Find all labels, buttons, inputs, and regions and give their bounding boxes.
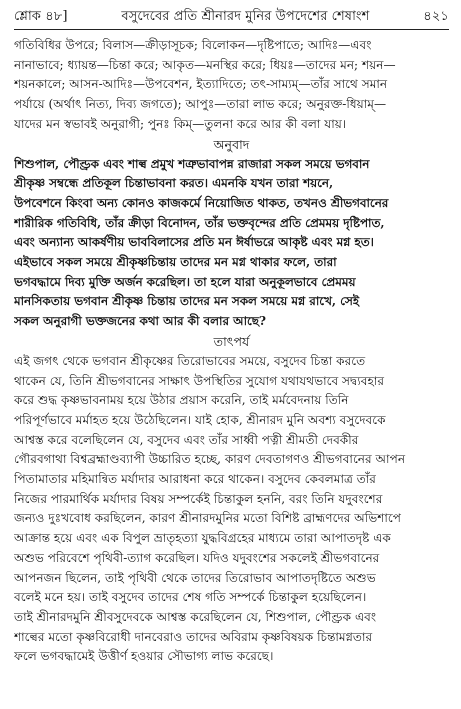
translation-line: উপবেশনে কিংবা অন্য কোনও কাজকর্মে নিয়োজিত থাকত, তখনও শ্রীভগবানের	[14, 195, 389, 210]
purport-line: এই জগৎ থেকে ভগবান শ্রীকৃষ্ণের তিরোভাবের সময়ে, বসুদেব চিন্তা করতে	[14, 353, 366, 368]
translation-line: ভগবদ্ধামে দিব্য মুক্তি অর্জন করেছিল। তা হলে যারা অনুকূলভাবে প্রেমময়	[14, 274, 356, 289]
purport-heading: তাৎপর্য	[213, 333, 250, 349]
purport-section	[14, 352, 449, 667]
translation-line: শ্রীকৃষ্ণ সম্বন্ধে প্রতিকূল চিন্তাভাবনা করত। এমনকি যখন তারা শয়নে,	[14, 176, 334, 191]
purport-line: করে শুদ্ধ কৃষ্ণভাবনাময় হয়ে উঠার প্রয়াস করেনি, তাই মর্মবেদনায় তিনি	[14, 393, 349, 408]
purport-line: গৌরবগাথা বিশ্বব্রহ্মাণ্ডব্যাপী উচ্চারিত হচ্ছে, কারণ দেবতাগণও শ্রীভগবানের আপন	[14, 452, 406, 467]
purport-line: নিজের পারমার্থিক মর্যাদার বিষয় সম্পর্কেই চিন্তাকুল হননি, বরং তিনি যদুবংশের	[14, 491, 383, 506]
purport-line: পরিপূর্ণভাবে মর্মাহত হয়ে উঠেছিলেন। যাই হোক, শ্রীনারদ মুনি অবশ্য বসুদেবকে	[14, 412, 386, 427]
synonyms-line: গতিবিধির উপরে; বিলাস—ক্রীড়াসূচক; বিলোকন—দৃষ্টিপাতে; আদিঃ—এবং	[14, 38, 372, 52]
synonyms-line: শয়নকালে; আসন-আদিঃ—উপবেশন, ইত্যাদিতে; তৎ-সাম্যম্—তাঁর সাথে সমান	[14, 77, 388, 92]
purport-line: বলেই মনে হয়। তাই বসুদেব তাদের শেষ গতি সম্পর্কে চিন্তাকুল হয়েছিলেন।	[14, 590, 367, 605]
chapter-title: বসুদেবের প্রতি শ্রীনারদ মুনির উপদেশের শেষাংশ	[121, 9, 370, 24]
purport-line: জন্যও দুঃখবোধ করছিলেন, কারণ শ্রীনারদমুনির মতো বিশিষ্ট ব্রাহ্মণদের অভিশাপে	[14, 511, 401, 526]
purport-line: আশ্বস্ত করে বলেছিলেন যে, বসুদেব এবং তাঁর সাধ্বী পত্নী শ্রীমতী দেবকীর	[14, 432, 359, 447]
purport-line: ফলে ভগবদ্ধামেই উত্তীর্ণ হওয়ার সৌভাগ্য লাভ করেছে।	[14, 649, 274, 664]
purport-line: পিতামাতার মহিমান্বিত মর্যাদার আরাধনা করে থাকেন। বসুদেব কেবলমাত্র তাঁর	[14, 472, 376, 487]
running-header	[14, 8, 449, 26]
synonyms-line: নানাভাবে; ধ্যায়ন্ত—চিন্তা করে; আকৃত—মনস্থির করে; ধিয়ঃ—তাদের মন; শয়ন—	[14, 57, 396, 72]
purport-line: অশুভ পরিবেশে পৃথিবী-ত্যাগ করেছিল। যদিও যদুবংশের সকলেই শ্রীভগবানের	[14, 550, 380, 565]
purport-line: তাই শ্রীনারদমুনি শ্রীবসুদেবকে আশ্বস্ত করেছিলেন যে, শিশুপাল, পৌণ্ড্রক এবং	[14, 609, 377, 624]
translation-line: সকল অনুরাগী ভক্তজনের কথা আর কী বলার আছে?	[14, 314, 266, 329]
verse-reference: শ্লোক ৪৮]	[14, 9, 68, 24]
translation-section	[14, 155, 449, 332]
synonyms-line: পর্যায়ে (অর্থাৎ নিত্য, দিব্য জগতে); আপুঃ—তারা লাভ করে; অনুরক্ত-ধিয়াম্—	[14, 97, 387, 112]
translation-line: শারীরিক গতিবিধি, তাঁর ক্রীড়া বিনোদন, তাঁর ভক্তবৃন্দের প্রতি প্রেমময় দৃষ্টিপাত,	[14, 215, 385, 230]
purport-line: আক্রান্ত হয়ে এবং এক বিপুল ভ্রাতৃহত্যা যুদ্ধবিগ্রহের মাধ্যমে তারা আপাতদৃষ্ট এক	[14, 531, 391, 546]
translation-line: শিশুপাল, পৌণ্ড্রক এবং শাল্ব প্রমুখ শত্রুভাবাপন্ন রাজারা সকল সময়ে ভগবান	[14, 156, 370, 171]
synonyms-line: যাদের মন স্বভাবই অনুরাগী; পুনঃ কিম্—তুলনা করে আর কী বলা যায়।	[14, 116, 347, 131]
header-divider	[14, 29, 449, 30]
purport-line: আপনজন ছিলেন, তাই পৃথিবী থেকে তাদের তিরোভাব আপাতদৃষ্টিতে অশুভ	[14, 570, 376, 585]
purport-line: শাল্বের মতো কৃষ্ণবিরোধী দানবেরাও তাদের অবিরাম কৃষ্ণবিষয়ক চিন্তামগ্নতার	[14, 629, 373, 644]
translation-line: এবং অন্যান্য আকর্ষণীয় ভাববিলাসের প্রতি মন ঈর্ষাভরে আকৃষ্ট এবং মগ্ন হত।	[14, 235, 374, 250]
translation-line: মানসিকতায় ভগবান শ্রীকৃষ্ণ চিন্তায় তাদের মন সকল সময়ে মগ্ন রাখে, সেই	[14, 294, 360, 309]
translation-line: এইভাবে সকল সময়ে শ্রীকৃষ্ণচিন্তায় তাদের মন মগ্ন থাকার ফলে, তারা	[14, 255, 337, 270]
purport-line: থাকেন যে, তিনি শ্রীভগবানের সাক্ষাৎ উপস্থিতির সুযোগ যথাযথভাবে সদ্ব্যবহার	[14, 373, 384, 388]
page-number: ৪২১	[423, 9, 449, 24]
synonyms-section	[14, 36, 449, 135]
translation-heading: অনুবাদ	[213, 136, 250, 152]
